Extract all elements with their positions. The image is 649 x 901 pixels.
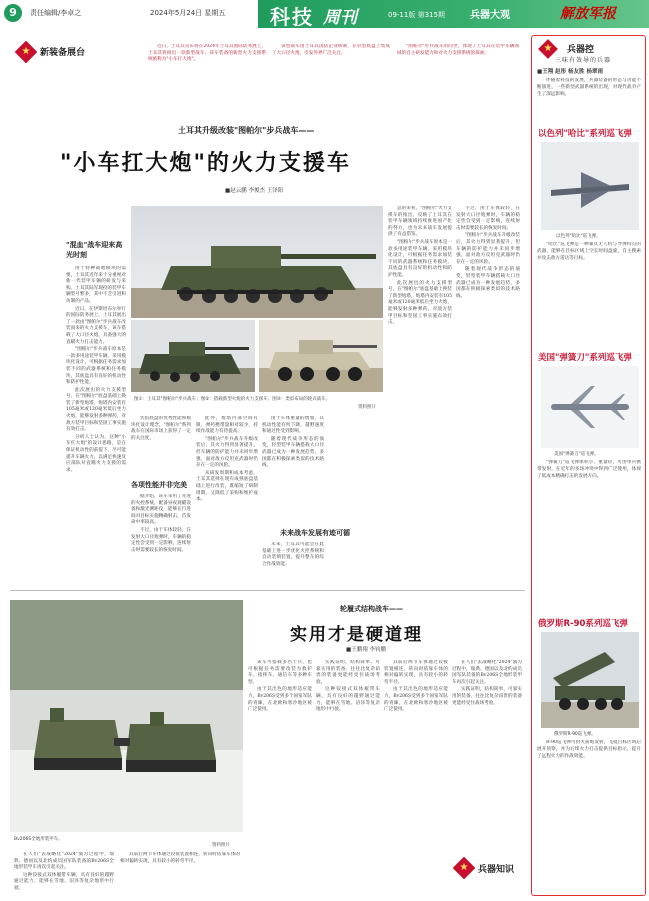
section-subtitle: 周刊 <box>323 8 357 28</box>
sidebar-section-title-2: 美国"弹簧刀"系列巡飞弹 <box>538 353 632 363</box>
bottom-right-title: 兵器知识 <box>478 865 515 875</box>
bottom-body-col-4: 实践证明，结构简单、可靠实用的装备，往往比复杂昂贵的装备更能经受住战场考验。 这种铰接式双体履带车辆，具有良好的越野通过能力，能够在雪地、沼泽等复杂地形中行驶。 <box>316 660 380 713</box>
section-title: 科技 <box>270 5 314 29</box>
bottom-kicker: 轮履式结构战车—— <box>340 605 403 613</box>
sidebar-caption-3: 俄罗斯R-90巡飞弹。 <box>554 732 596 737</box>
main-body-col-3: 此外，炮塔内部空间有限，弹药携带量相对较少，持续作战能力有待提高。 "图帕尔"步兵战车升级改装后，其火力得到显著提升，但车辆的防护能力并未同步增强，面对敌方反坦克武器时仍存在一定的风险。 从研发周期和成本考虑，土耳其选择在现有成熟底盘基础上进行改装，既缩短了研制周期，又降低了采购和维护成本。 <box>196 416 258 503</box>
column-name: 兵器大观 <box>470 10 510 21</box>
photo-tank-1 <box>131 206 383 318</box>
sidebar-body-2: "弹簧刀"巡飞弹体积小、重量轻，可由单兵携带发射，在近年的多场冲突中得到广泛使用，体现了低成本精确打击的发展方向。 <box>537 460 641 479</box>
main-body-col-4-bottom: 未来，土耳其可能会在此基础上进一步优化火控系统和自动装填装置，提升整车的综合作战效能。 <box>262 542 324 567</box>
bottom-body-col-6: 在人们"去战略化"2024"演习过程中，瑞典、德国以及北约成员国军队装备的Bv206S全地形装甲车再次引起关注。 实践证明，结构简单、可靠实用的装备，往往比复杂昂贵的装备更能经受住战场考验。 <box>452 660 522 706</box>
intro-col-1: 近日，土耳其宣布将在2024年土耳其国际防务展上，土耳其将推出一款新型战车，该车装备的新型火力支援系统被称为"小车扛大炮"。 <box>148 44 266 63</box>
subhead-3: 未来战车发展有迹可循 <box>280 529 350 537</box>
main-body-col-5: 总的来看，"图帕尔"火力支援车的推出，反映了土耳其在装甲车辆领域持续推进国产化的努力，也为未来战车发展提供了有益借鉴。 "图帕尔"步兵战车原本是一款多用途装甲车辆，采用模块化设计，可根据任务需求加装不同的武器系统和任务模块，其底盘具有良好的机动性和防护性能。 此次展出的火力支援型号，在"图帕尔"底盘基础上换装了新型炮塔，炮塔内安装有105毫米或120毫米低后坐力火炮，能够发射多种弹药，对敌方装甲目标和坚固工事实施有效打击。 <box>388 206 452 326</box>
bottom-headline: 实用才是硬道理 <box>290 625 423 645</box>
sidebar-body-1: "哈比"巡飞弹是一种兼具无人机与导弹特点的武器，能够在目标区域上空长时间盘旋，自主搜索并攻击敌方雷达等目标。 <box>537 242 641 261</box>
main-body-col-1: 由于特种战地模块的需要，土耳其近年来十分重视对新一代装甲车辆的研发与采购。土耳其陆军现役的装甲车辆型号繁多，其中不乏引进和仿制的产品。 近日，在伊斯坦布尔举行的国际防务展上，土耳其展出了一款由"图帕尔"步兵战车改装而来的火力支援车，该车搭载了大口径火炮，具备强大的直瞄火力打击能力。 "图帕尔"步兵战车原本是一款多用途装甲车辆，采用模块化设计，可根据任务需求加装不同的武器系统和任务模块，其底盘具有良好的机动性和防护性能。 此次展出的火力支援型号，在"图帕尔"底盘基础上换装了新型炮塔，炮塔内安装有105毫米或120毫米低后坐力火炮，能够发射多种弹药，对敌方装甲目标和坚固工事实施有效打击。 分析人士认为，这种"小车扛大炮"的设计思路，是在保证机动性的前提下，尽可能提升车辆火力，以满足快速反应部队对直瞄火力支援的需求。 <box>66 266 126 473</box>
section-divider <box>10 590 525 591</box>
sidebar-intro: 伴随着科技的发展，兵器装备的形态与功能不断演进，一些新型武器系统的出现，对现代战争产生了深远影响。 <box>537 78 641 97</box>
subhead-1: "混血"战车迎来高光时刻 <box>66 241 123 259</box>
editor-credit: 责任编辑/李卓之 <box>30 9 82 17</box>
bottom-body-col-3: 该车可搭载多名士兵，也可根据任务需要改装为救护车、指挥车、通信车等多种车型。 由于其出色的地形适应能力，Bv206S受到多个国家军队的青睐，在北欧和寒冷地区被广泛使用。 <box>248 660 312 713</box>
star-icon: ★ <box>21 46 31 57</box>
sidebar-section-title-1: 以色列"哈比"系列巡飞弹 <box>538 129 632 139</box>
bottom-body-col-5: 其前后两节车体通过铰接装置相连，转向时依靠车体的相对偏转实现，具有较小的转弯半径。 由于其出色的地形适应能力，Bv206S受到多个国家军队的青睐，在北欧和寒冷地区被广泛使用。 <box>384 660 448 713</box>
bottom-byline: ■王鹏翔 李钧鹏 <box>346 647 386 653</box>
bottom-photo-caption: Bv206S全地形装甲车。 <box>14 837 63 842</box>
sidebar-author: ■王翔 赵彤 杨友胜 杨翠雨 <box>537 69 603 75</box>
photo-harpy <box>541 142 639 230</box>
photo-tank-3 <box>259 320 383 392</box>
main-body-col-4: 由于车体重量的增加，其机动性能有所下降，越野速度和通过性受到影响。 随着现代战争形态的演变，轻型装甲车辆搭载大口径武器已成为一种发展趋势，多国都在积极探索类似的技术路线。 <box>262 416 324 469</box>
photo-switchblade <box>541 366 639 448</box>
issue-date: 2024年5月24日 星期五 <box>150 9 226 17</box>
star-icon: ★ <box>543 43 553 54</box>
column-title: 新装备展台 <box>40 48 86 58</box>
main-body-col-2-top: 凭借底盘的优秀性能和模块化设计理念，"图帕尔"系列战车在国际市场上获得了一定的关注度。 <box>131 416 191 441</box>
sidebar-caption-2: 美国"弹簧刀"巡飞弹。 <box>554 452 599 457</box>
main-body-col-2: 据介绍，该车采用了先进的火控系统，配备昼夜观瞄设备和激光测距仪，能够在行进间对目标实施精确射击，首发命中率较高。 不过，由于车体较轻，在发射大口径炮弹时，车辆的稳定性会受到一定影响，连续射击时需要较长的恢复时间。 <box>131 494 191 553</box>
photo-r90 <box>541 632 639 728</box>
main-body-col-6: 不过，由于车体较轻，在发射大口径炮弹时，车辆的稳定性会受到一定影响，连续射击时需要较长的恢复时间。 "图帕尔"步兵战车升级改装后，其火力得到显著提升，但车辆的防护能力并未同步增强，面对敌方反坦克武器时仍存在一定的风险。 随着现代战争形态的演变，轻型装甲车辆搭载大口径武器已成为一种发展趋势，多国都在积极探索类似的技术路线。 <box>456 206 520 299</box>
sidebar-subtitle: 三味有效导的兵器 <box>555 57 612 64</box>
sidebar-caption-1: 以色列"哈比"巡飞弹。 <box>556 234 601 239</box>
photo-tank-2 <box>131 320 255 392</box>
photo-credit: 资料照片 <box>358 405 376 410</box>
sidebar-body-3: R-90巡飞弹可由火箭炮发射，飞抵目标区域后展开侦察，并为后续火力打击提供目标指示，提升了远程火力的作战效能。 <box>537 740 641 759</box>
paper-logo: 解放军报 <box>560 6 616 22</box>
bottom-body-col-1: 在人们"去战略化"2024"演习过程中，瑞典、德国以及北约成员国军队装备的Bv206S全地形装甲车再次引起关注。 这种铰接式双体履带车辆，具有良好的越野通过能力，能够在雪地、沼泽等复杂地形中行驶。 <box>14 852 114 891</box>
page-header <box>0 0 649 30</box>
main-headline: "小车扛大炮"的火力支援车 <box>60 151 351 176</box>
main-byline: ■赵云鹏 李俊杰 王泽阳 <box>225 188 284 194</box>
star-icon: ★ <box>459 862 469 873</box>
sidebar-section-title-3: 俄罗斯R-90系列巡飞弹 <box>538 619 628 629</box>
sidebar-title: 兵器控 <box>567 45 595 55</box>
bottom-photo-credit: 资料照片 <box>212 843 230 848</box>
main-kicker: 土耳其升级改装"图帕尔"步兵战车—— <box>178 126 315 135</box>
subhead-2: 各项性能并非完美 <box>131 481 187 489</box>
bottom-body-col-2: 其前后两节车体通过铰接装置相连，转向时依靠车体的相对偏转实现，具有较小的转弯半径。 <box>120 852 240 864</box>
issue-number: 09-11版 第315期 <box>388 11 445 19</box>
intro-col-3: "图帕尔"步兵战车的问世，体现了土耳其在装甲车辆领域的自主研发能力和对火力支援系统的探索。 <box>397 44 519 56</box>
intro-col-2: 该型战车由土耳其国防企业研制，在轻型底盘上集成了大口径火炮，引发外界广泛关注。 <box>272 44 390 56</box>
photo-bv206 <box>10 600 243 832</box>
page-number: 9 <box>4 4 22 22</box>
photo-caption: 图①：土耳其"图帕尔"步兵战车；图②：搭载新型火炮的火力支援车；图③：类似布局的轮式战车。 <box>134 397 331 402</box>
